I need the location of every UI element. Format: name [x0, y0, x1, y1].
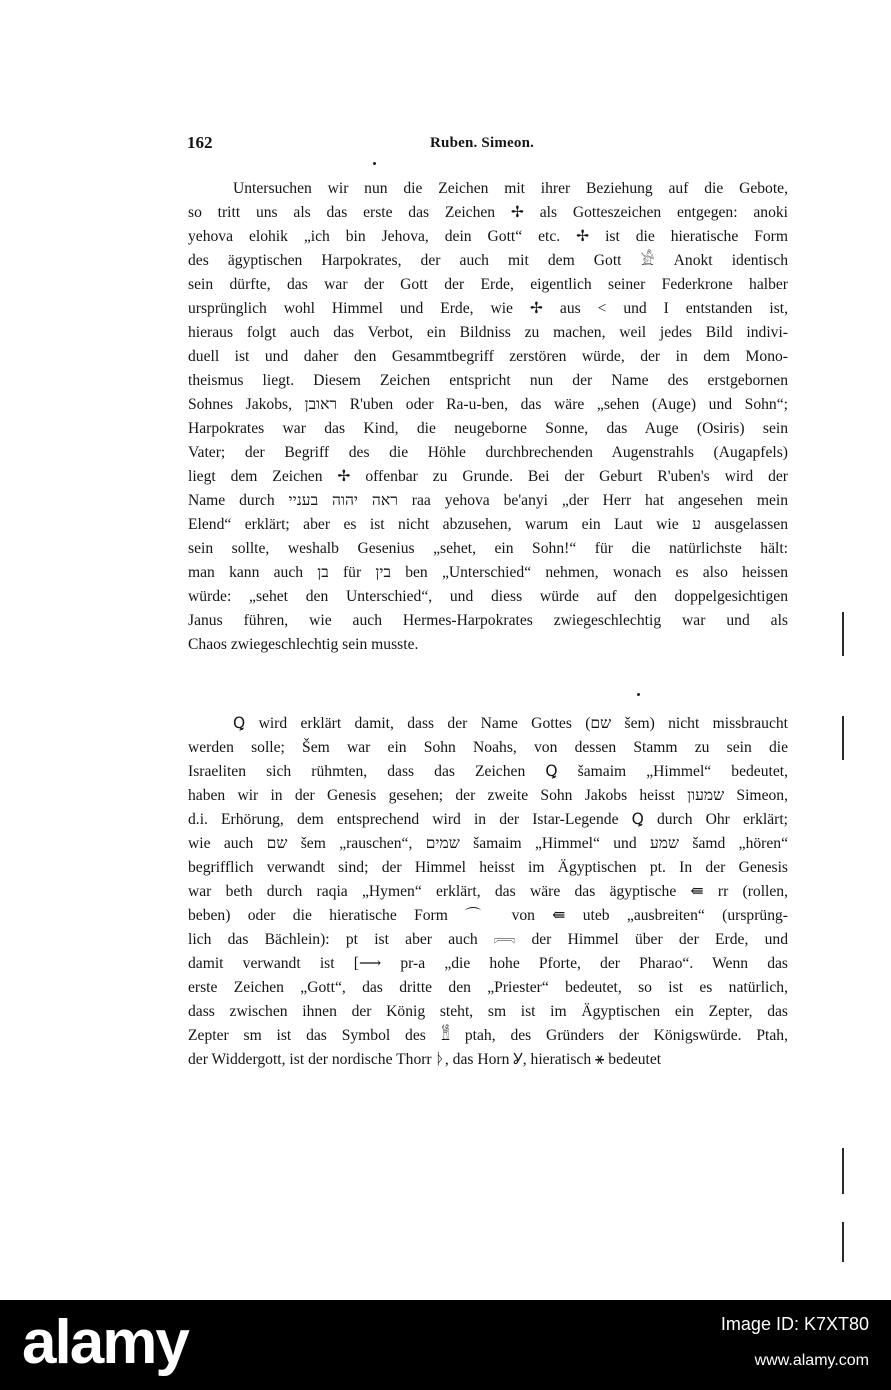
text-line: sein dürfte, das war der Gott der Erde, eigentlich seiner Federkrone halber	[188, 276, 788, 293]
text-line: Zepter sm ist das Symbol des 𓁰 ptah, des Gründers der Königswürde. Ptah,	[188, 1027, 788, 1044]
stock-banner	[0, 1300, 891, 1390]
running-title: Ruben. Simeon.	[430, 135, 535, 151]
text-line: haben wir in der Genesis gesehen; der zweite Sohn Jakobs heisst שמעון Simeon,	[188, 787, 788, 804]
image-id-label: Image ID: K7XT80	[720, 1314, 869, 1334]
text-line: d.i. Erhörung, dem entsprechend wird in der Istar-Legende Ꝗ durch Ohr erklärt;	[188, 811, 788, 828]
text-line: yehova elohik „ich bin Jehova, dein Gott“ etc. ✢ ist die hieratische Form	[188, 228, 788, 245]
text-line: Name durch ראה יהוה בעניי raa yehova be'anyi „der Herr hat angesehen mein	[188, 492, 788, 509]
text-line: Janus führen, wie auch Hermes-Harpokrates zwiegeschlechtig war und als	[188, 612, 788, 629]
text-line: liegt dem Zeichen ✢ offenbar zu Grunde. Bei der Geburt R'uben's wird der	[188, 468, 788, 485]
text-line: sein sollte, weshalb Gesenius „sehet, ein Sohn!“ für die natürlichste hält:	[188, 540, 788, 557]
paragraph-simeon	[188, 712, 788, 1072]
text-line: theismus liegt. Diesem Zeichen entspricht nun der Name des erstgebornen	[188, 372, 788, 389]
text-line: Ꝗ wird erklärt damit, dass der Name Gottes (שם šem) nicht missbraucht	[233, 715, 788, 732]
stock-url: www.alamy.com	[754, 1352, 869, 1369]
text-line: erste Zeichen „Gott“, das dritte den „Priester“ bedeutet, so ist es natürlich,	[188, 979, 788, 996]
text-line: Chaos zwiegeschlechtig sein musste.	[188, 636, 419, 653]
margin-scan-mark	[842, 716, 844, 760]
text-line: wie auch שם šem „rauschen“, שמים šamaim „Himmel“ und שמע šamd „hören“	[188, 835, 788, 852]
text-line: Israeliten sich rühmten, dass das Zeichen Ꝗ šamaim „Himmel“ bedeutet,	[188, 763, 788, 780]
print-speck	[373, 162, 376, 165]
text-line: Untersuchen wir nun die Zeichen mit ihrer Beziehung auf die Gebote,	[233, 180, 788, 197]
text-line: duell ist und daher den Gesammtbegriff zerstören würde, der in dem Mono-	[188, 348, 788, 365]
text-line: Harpokrates war das Kind, die neugeborne Sonne, das Auge (Osiris) sein	[188, 420, 788, 437]
text-line: Sohnes Jakobs, ראובן R'uben oder Ra-u-ben, das wäre „sehen (Auge) und Sohn“;	[188, 396, 788, 413]
text-line: damit verwandt ist [⟶ pr-a „die hohe Pforte, der Pharao“. Wenn das	[188, 955, 788, 972]
print-speck	[637, 693, 640, 696]
paragraph-ruben	[188, 177, 788, 657]
text-line: beben) oder die hieratische Form ⌒ von ⇚ uteb „ausbreiten“ (ursprüng-	[188, 907, 788, 924]
text-line: Elend“ erklärt; aber es ist nicht abzusehen, warum ein Laut wie ע ausgelassen	[188, 516, 788, 533]
page-header	[0, 133, 891, 159]
text-line: würde: „sehet den Unterschied“, und diess würde auf den doppelgesichtigen	[188, 588, 788, 605]
text-line: hieraus folgt auch das Verbot, ein Bildniss zu machen, weil jedes Bild indivi-	[188, 324, 788, 341]
text-line: werden solle; Šem war ein Sohn Noahs, von dessen Stamm zu sein die	[188, 739, 788, 756]
margin-scan-mark	[842, 1222, 844, 1262]
text-line: lich das Bächlein): pt ist aber auch 𓇯 der Himmel über der Erde, und	[188, 931, 788, 948]
stock-logo: alamy	[22, 1308, 188, 1377]
text-line: war beth durch raqia „Hymen“ erklärt, das wäre das ägyptische ⇚ rr (rollen,	[188, 883, 788, 900]
text-line: dass zwischen ihnen der König steht, sm ist im Ägyptischen ein Zepter, das	[188, 1003, 788, 1020]
text-line: so tritt uns als das erste das Zeichen ✢ als Gotteszeichen entgegen: anoki	[188, 204, 788, 221]
text-line: man kann auch בן für בין ben „Unterschied“ nehmen, wonach es also heissen	[188, 564, 788, 581]
margin-scan-mark	[842, 1148, 844, 1194]
page-number: 162	[187, 133, 213, 152]
text-line: Vater; der Begriff des die Höhle durchbrechenden Augenstrahls (Augapfels)	[188, 444, 788, 461]
margin-scan-mark	[842, 612, 844, 656]
text-line: des ägyptischen Harpokrates, der auch mit dem Gott 𓀀 Anokt identisch	[188, 252, 788, 269]
text-line: ursprünglich wohl Himmel und Erde, wie ✢ aus < und I entstanden ist,	[188, 300, 788, 317]
text-line: der Widdergott, ist der nordische Thorr ᚦ, das Horn Ỿ, hieratisch ⚹ bedeutet	[188, 1051, 662, 1068]
text-line: begrifflich verwandt sind; der Himmel heisst im Ägyptischen pt. In der Genesis	[188, 859, 788, 876]
